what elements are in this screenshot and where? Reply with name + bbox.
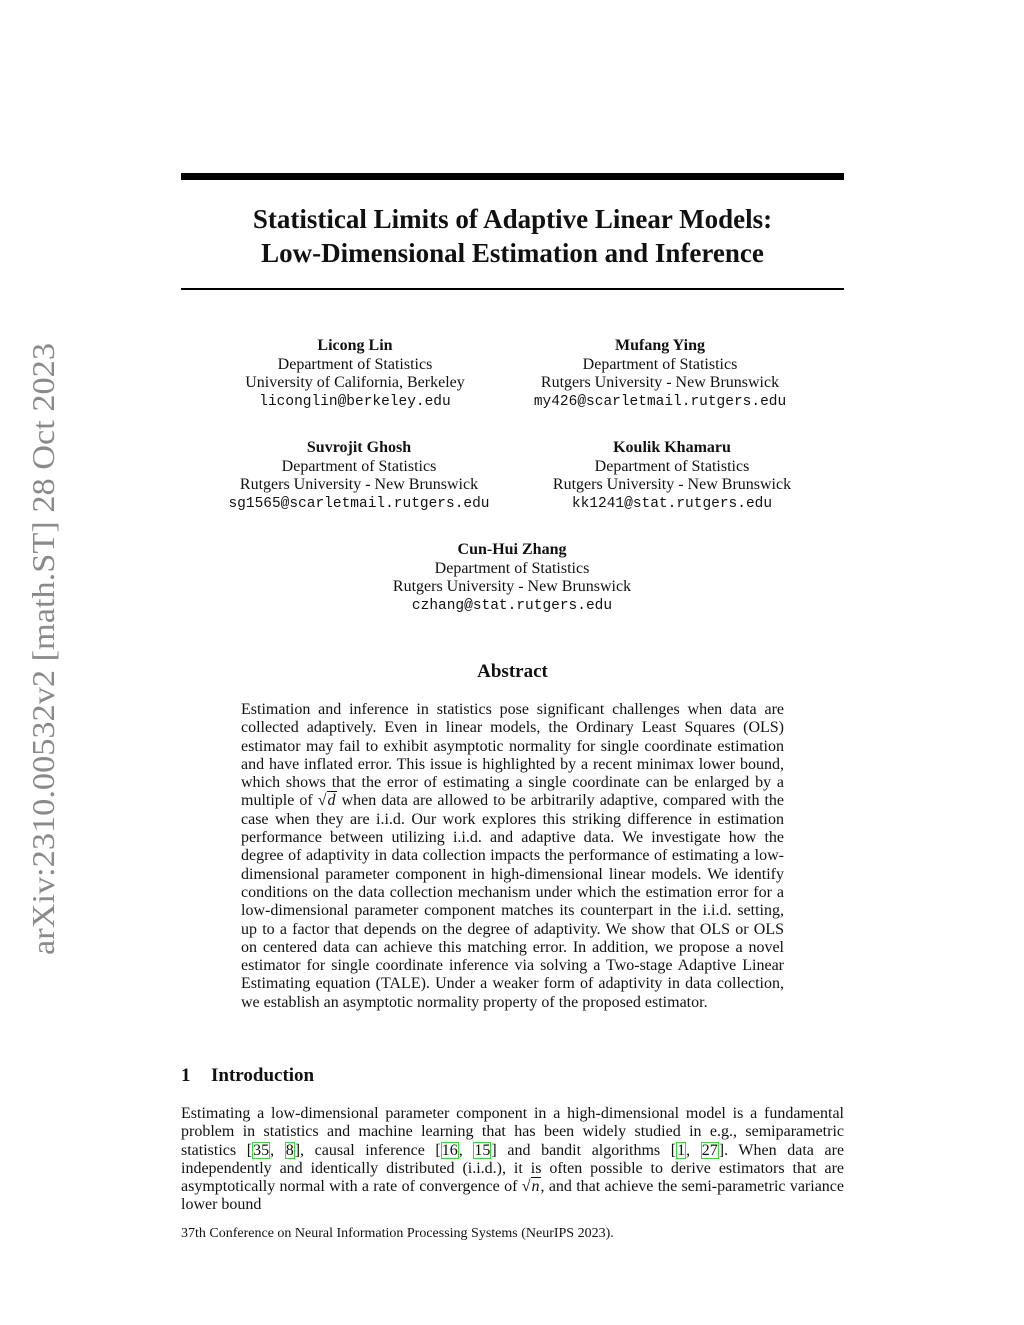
author-block [362,541,662,615]
section-number: 1 [181,1065,191,1086]
intro-text: , and that achieve the semi-parametric variance lower bound [181,1178,844,1214]
citation-separator: , [270,1141,285,1159]
title-line-2: Low-Dimensional Estimation and Inference [261,238,764,268]
intro-text: Estimating a low-dimensional parameter component in a high-dimensional model is a fundamental problem in statistics and machine learning that has been widely studied in e.g., semiparametric statistics [ [181,1105,844,1159]
abstract-text-part-2: when data are allowed to be arbitrarily adaptive, compared with the case when they are i.i.d. Our work explores this striking difference in estimation performance between utilizing i.i.d. and adaptive data. We investigate how the degree of adaptivity in data collection impacts the performance of estimating a low-dimensional parameter component in high-dimensional linear models. We identify conditions on the data collection mechanism under which the estimation error for a low-dimensional parameter component matches its counterpart in the i.i.d. setting, up to a factor that depends on the degree of adaptivity. We show that OLS or OLS on centered data can achieve this matching error. In addition, we propose a novel estimator for single coordinate inference via solving a Two-stage Adaptive Linear Estimating equation (TALE). Under a weaker form of adaptivity in data collection, we establish an asymptotic normality property of the proposed estimator. [241,792,785,1011]
sqrt-radicand: d [327,792,336,810]
intro-text: ]. When data are independently and identically distributed (i.i.d.), it is often possible to derive estimators that are asymptotically normal with a rate of convergence of [181,1141,845,1196]
author-block [522,439,822,513]
author-email[interactable]: my426@scarletmail.rutgers.edu [533,393,787,410]
citation-separator: , [686,1141,701,1159]
author-affiliation: Rutgers University - New Brunswick [239,476,479,493]
citation-link[interactable]: 15 [474,1141,491,1159]
intro-text: ], causal inference [ [294,1141,441,1159]
citation-separator: , [458,1141,474,1159]
section-heading-introduction [181,1065,314,1087]
sqrt-d-math [318,791,337,809]
introduction-paragraph [181,1105,844,1215]
abstract-text [241,701,784,1012]
sqrt-n-math [522,1177,541,1195]
sqrt-radicand: n [531,1178,540,1196]
author-name: Licong Lin [317,337,393,354]
abstract-heading: Abstract [477,661,548,682]
author-name: Mufang Ying [615,337,705,354]
author-name: Cun-Hui Zhang [457,541,567,558]
author-department: Department of Statistics [281,457,437,475]
title-bottom-rule [181,288,844,290]
arxiv-identifier-stamp [22,340,62,955]
citation-link[interactable]: 1 [677,1141,686,1159]
author-affiliation: Rutgers University - New Brunswick [540,374,780,391]
author-name: Suvrojit Ghosh [306,439,412,456]
citation-link[interactable]: 8 [285,1141,294,1159]
author-block [205,337,505,411]
author-email[interactable]: czhang@stat.rutgers.edu [411,597,613,614]
citation-link[interactable]: 35 [253,1141,270,1159]
intro-text: ] and bandit algorithms [ [491,1141,677,1159]
citation-group [252,1142,295,1159]
abstract-text-part-1: Estimation and inference in statistics pose significant challenges when data are collected adaptively. Even in linear models, the Ordinary Least Squares (OLS) estimator may fail to exhibit asymptotic normality for single coordinate estimation and have inflated error. This issue is highlighted by a recent minimax lower bound, which shows that the error of estimating a single coordinate can be enlarged by a multiple of [241,701,784,810]
citation-link[interactable]: 16 [441,1141,458,1159]
author-affiliation: University of California, Berkeley [245,374,465,391]
author-department: Department of Statistics [582,355,738,373]
sqrt-symbol: √ [521,1178,531,1196]
title-line-1: Statistical Limits of Adaptive Linear Models: [252,204,773,234]
conference-footnote: 37th Conference on Neural Information Processing Systems (NeurIPS 2023). [181,1226,614,1241]
section-title: Introduction [211,1065,315,1086]
author-email[interactable]: liconglin@berkeley.edu [259,393,451,410]
author-email[interactable]: kk1241@stat.rutgers.edu [571,495,773,512]
author-email[interactable]: sg1565@scarletmail.rutgers.edu [228,495,490,512]
arxiv-identifier-text: arXiv:2310.00532v2 [math.ST] 28 Oct 2023 [25,384,61,955]
citation-group [441,1142,492,1159]
author-department: Department of Statistics [434,559,590,577]
sqrt-symbol: √ [317,792,327,810]
author-block [505,337,815,411]
author-department: Department of Statistics [277,355,433,373]
author-affiliation: Rutgers University - New Brunswick [392,578,632,595]
author-affiliation: Rutgers University - New Brunswick [552,476,792,493]
title-top-rule [181,173,844,180]
citation-link[interactable]: 27 [701,1141,718,1159]
paper-title [181,202,844,270]
author-department: Department of Statistics [594,457,750,475]
author-name: Koulik Khamaru [613,439,731,456]
author-block [209,439,509,513]
citation-group [676,1142,719,1159]
